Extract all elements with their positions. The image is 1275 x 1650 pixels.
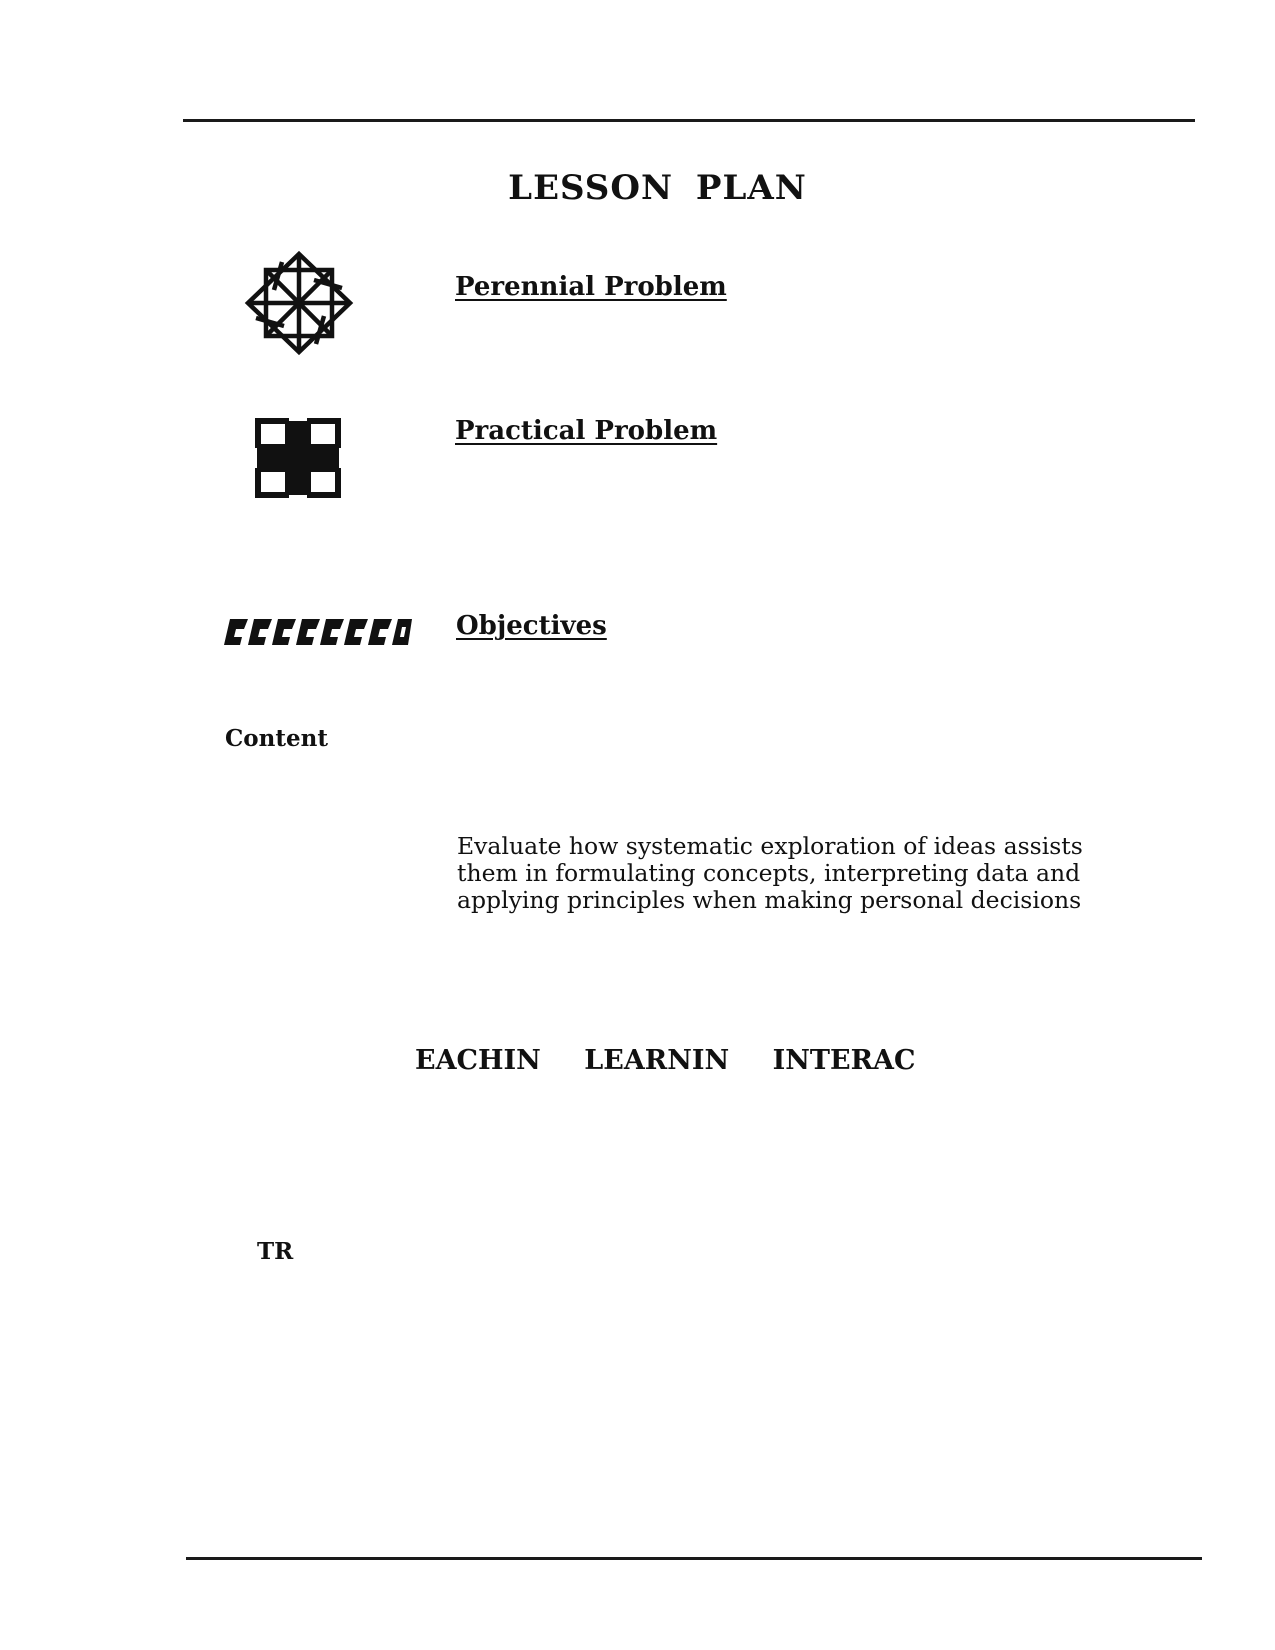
tr-label: TR bbox=[257, 1238, 294, 1265]
pinwheel-icon bbox=[244, 250, 354, 356]
page-title: LESSON PLAN bbox=[508, 168, 807, 208]
objective-paragraph: Evaluate how systematic exploration of ideas assists them in formulating concepts, interpreting data and applying principles when making personal decisions bbox=[457, 832, 1083, 914]
practical-problem-heading: Practical Problem bbox=[455, 416, 718, 446]
subheading-teaching: EACHIN bbox=[415, 1045, 541, 1076]
section-subheadings bbox=[415, 1045, 915, 1076]
content-label: Content bbox=[225, 725, 328, 752]
chain-links-icon bbox=[222, 615, 414, 647]
top-rule bbox=[183, 119, 1195, 122]
cross-squares-icon bbox=[255, 418, 341, 498]
bottom-rule bbox=[186, 1557, 1202, 1560]
objectives-heading: Objectives bbox=[456, 611, 607, 641]
subheading-learning: LEARNIN bbox=[584, 1045, 730, 1076]
subheading-interaction: INTERAC bbox=[772, 1045, 916, 1076]
perennial-problem-heading: Perennial Problem bbox=[455, 272, 727, 302]
